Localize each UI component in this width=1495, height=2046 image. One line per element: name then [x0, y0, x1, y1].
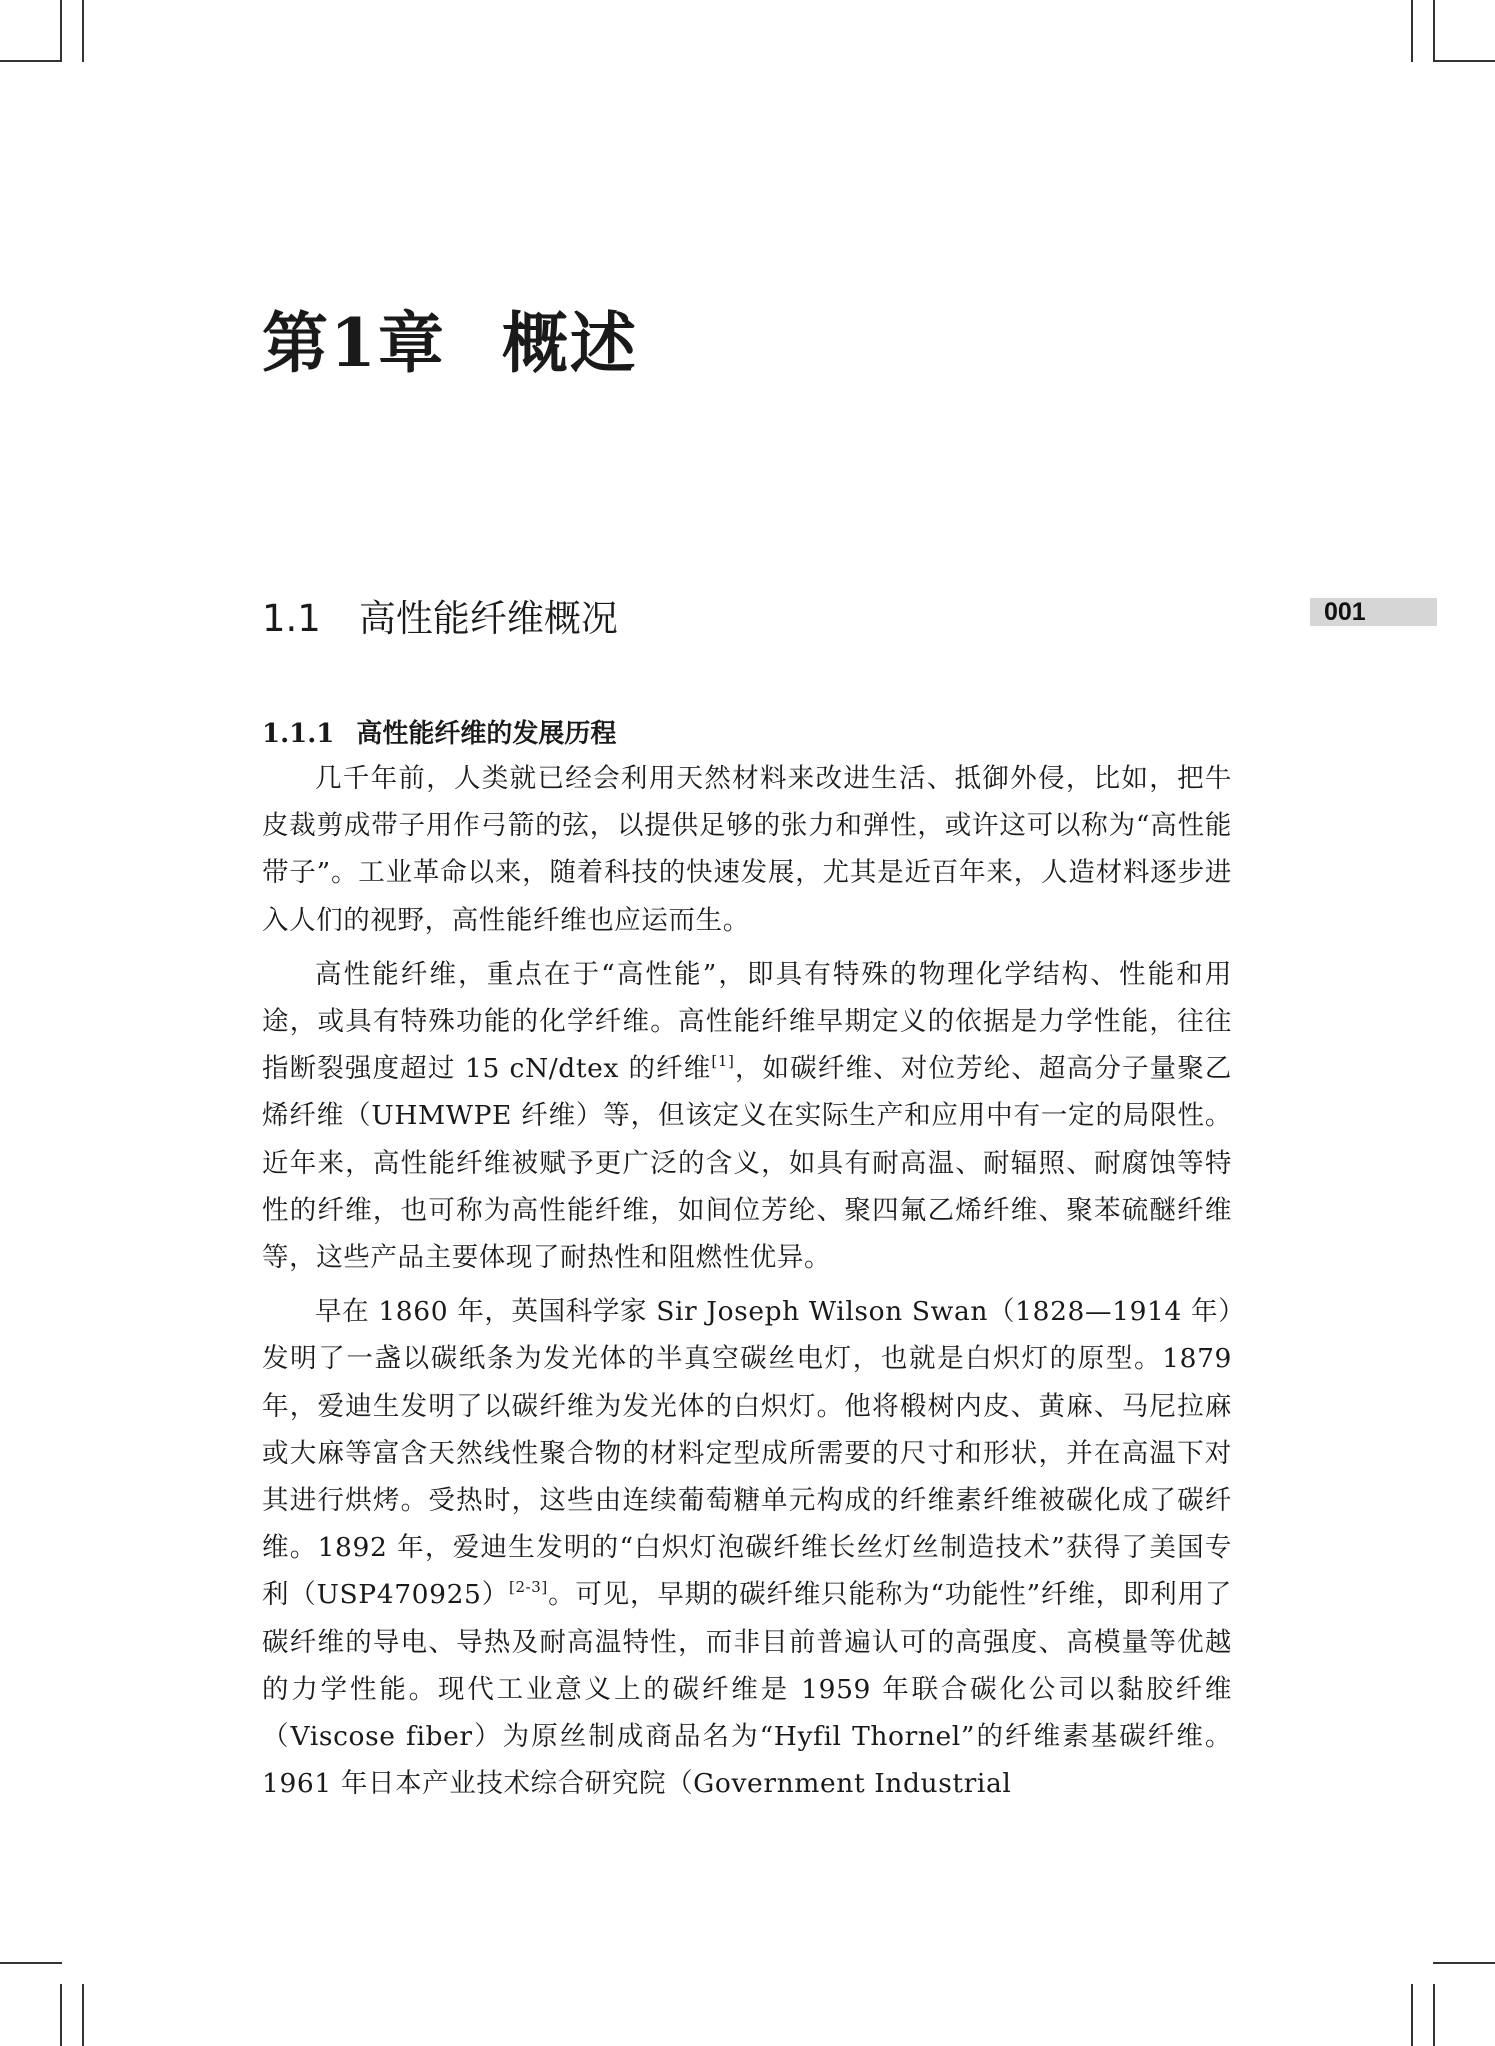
section-number: 1.1 — [262, 597, 321, 640]
crop-mark-top-right-v1 — [1411, 0, 1413, 62]
paragraph-3 — [262, 1288, 1232, 1807]
crop-mark-top-right-v2 — [1433, 0, 1435, 62]
crop-mark-bottom-left-v1 — [60, 1984, 62, 2046]
crop-mark-bottom-left-v2 — [82, 1984, 84, 2046]
citation-ref: [1] — [711, 1052, 735, 1071]
paragraph-2-text-a: 高性能纤维，重点在于“高性能”，即具有特殊的物理化学结构、性能和用途，或具有特殊功能的化学纤维。高性能纤维早期定义的依据是力学性能，往往指断裂强度超过 15 cN/dtex 的纤维 — [262, 958, 1232, 1085]
paragraph-2-text-b: ，如碳纤维、对位芳纶、超高分子量聚乙烯纤维（UHMWPE 纤维）等，但该定义在实际生产和应用中有一定的局限性。近年来，高性能纤维被赋予更广泛的含义，如具有耐高温、耐辐照、耐腐蚀等特性的纤维，也可称为高性能纤维，如间位芳纶、聚四氟乙烯纤维、聚苯硫醚纤维等，这些产品主要体现了耐热性和阻燃性优异。 — [262, 1053, 1232, 1274]
paragraph-3-text-b: 。可见，早期的碳纤维只能称为“功能性”纤维，即利用了碳纤维的导电、导热及耐高温特性，而非目前普遍认可的高强度、高模量等优越的力学性能。现代工业意义上的碳纤维是 1959 年联合碳化公司以黏胶纤维（Viscose fiber）为原丝制成商品名为“Hyfil Thornel”的纤维素基碳纤维。1961 年日本产业技术综合研究院（Government Industrial — [262, 1579, 1232, 1800]
paragraph-2 — [262, 951, 1232, 1281]
section-title — [262, 588, 618, 642]
subsection-name: 高性能纤维的发展历程 — [356, 719, 617, 749]
paragraph-3-text-a: 早在 1860 年，英国科学家 Sir Joseph Wilson Swan（1828—1914 年）发明了一盏以碳纸条为发光体的半真空碳丝电灯，也就是白炽灯的原型。1879年，爱迪生发明了以碳纤维为发光体的白炽灯。他将椴树内皮、黄麻、马尼拉麻或大麻等富含天然线性聚合物的材料定型成所需要的尺寸和形状，并在高温下对其进行烘烤。受热时，这些由连续葡萄糖单元构成的纤维素纤维被碳化成了碳纤维。1892 年，爱迪生发明的“白炽灯泡碳纤维长丝灯丝制造技术”获得了美国专利（USP470925） — [262, 1296, 1232, 1611]
crop-mark-bottom-left-h — [0, 1962, 62, 1964]
section-name: 高性能纤维概况 — [358, 597, 618, 640]
page-number: 001 — [1324, 598, 1366, 626]
citation-ref: [2-3] — [509, 1578, 548, 1597]
crop-mark-bottom-right-v1 — [1411, 1984, 1413, 2046]
subsection-number: 1.1.1 — [262, 719, 335, 749]
crop-mark-top-left-v2 — [82, 0, 84, 62]
paragraph-1: 几千年前，人类就已经会利用天然材料来改进生活、抵御外侵，比如，把牛皮裁剪成带子用作弓箭的弦，以提供足够的张力和弹性，或许这可以称为“高性能带子”。工业革命以来，随着科技的快速发展，尤其是近百年来，人造材料逐步进入人们的视野，高性能纤维也应运而生。 — [262, 763, 1232, 936]
crop-mark-top-left-h — [0, 60, 62, 62]
crop-mark-bottom-right-v2 — [1433, 1984, 1435, 2046]
crop-mark-top-left-v1 — [60, 0, 62, 62]
chapter-name: 概述 — [501, 304, 638, 382]
chapter-number: 第1章 — [262, 304, 446, 382]
subsection-title — [262, 713, 616, 750]
chapter-title — [262, 290, 638, 385]
body-text — [262, 755, 1232, 1814]
page-number-tab — [1310, 598, 1437, 626]
crop-mark-bottom-right-h — [1433, 1962, 1495, 1964]
crop-mark-top-right-h — [1433, 60, 1495, 62]
